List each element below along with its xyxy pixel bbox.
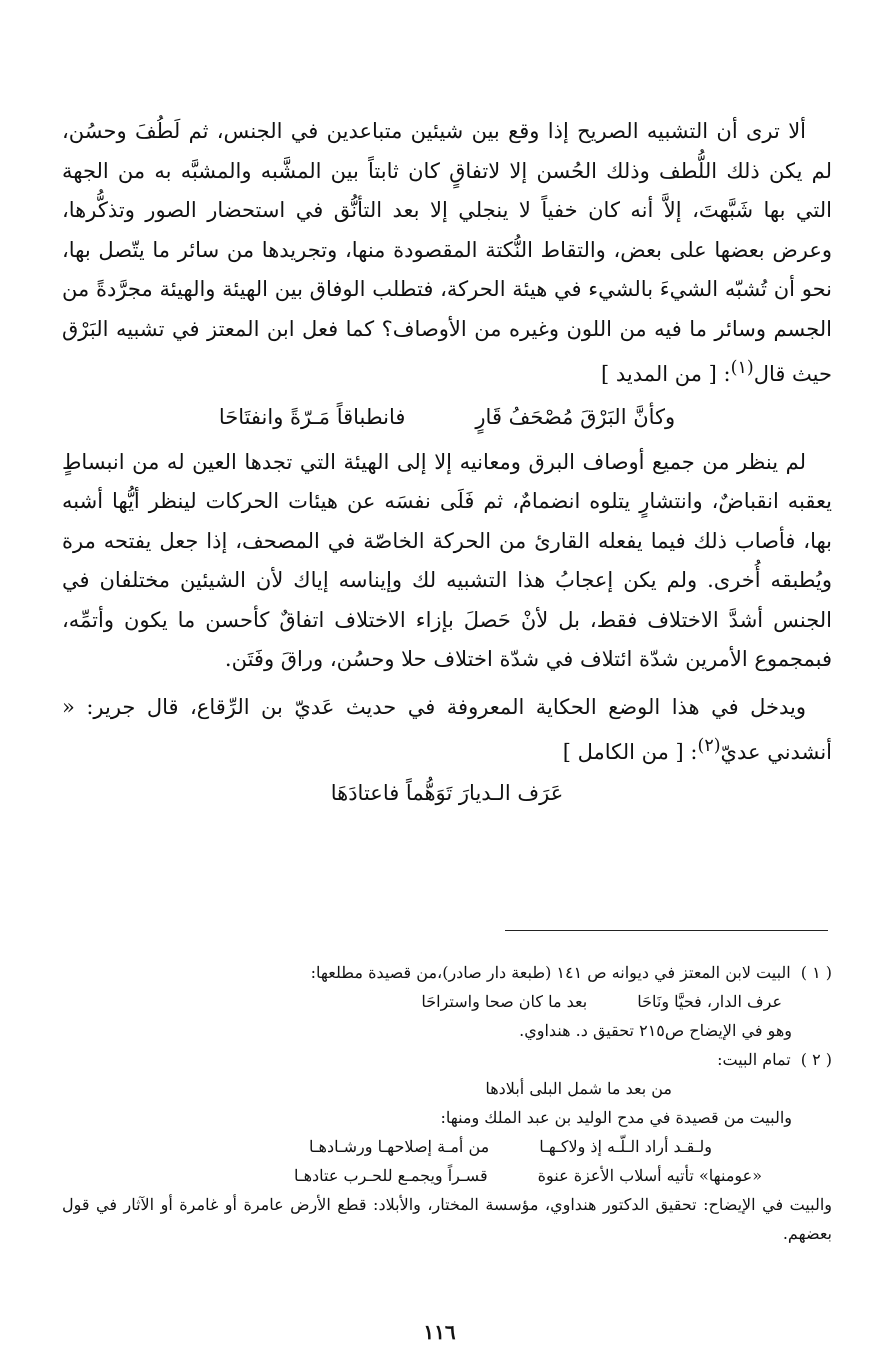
footnote-2-verse-1-second: من أمـة إصلاحهـا ورشـادهـا [308,1137,490,1156]
footnote-2-verse-2-first: «عومنها» تأتيه أسلاب الأعزة عنوة [537,1166,762,1185]
footnote-2-verse: من بعد ما شمل البلى أبلادها [485,1079,672,1098]
paragraph-1 [62,112,832,395]
meter-label-1: : [ من المديد ] [600,362,731,386]
verse-1-first-hemistich: وكأنَّ البَرْقَ مُصْحَفُ قَارٍ [475,404,676,429]
footnote-1-source: وهو في الإيضاح ص٢١٥ تحقيق د. هنداوي. [519,1021,792,1040]
verse-1-second-hemistich: فانطباقاً مَـرّةً وانفتَاحَا [218,404,406,429]
footnote-1-number: ( ١ ) [800,963,832,982]
footnote-ref-1: (١) [730,358,754,378]
paragraph-3 [62,688,832,773]
footnote-1-text: البيت لابن المعتز في ديوانه ص ١٤١ (طبعة دار صادر)،من قصيدة مطلعها: [310,963,791,982]
main-text [62,112,832,819]
footnote-2-verse-1-first: ولـقـد أراد الـلّـه إذ ولاكـهـا [539,1137,712,1156]
footnote-1-verse [62,987,832,1016]
page-number: ١١٦ [423,1320,456,1344]
footnote-1-verse-second: بعد ما كان صحا واستراحَا [421,992,588,1011]
paragraph-3-text: ويدخل في هذا الوضع الحكاية المعروفة في حديث عَديّ بن الرِّقاع، قال جرير: « أنشدني عديّ [62,694,832,764]
footnote-1 [62,958,832,987]
footnotes [62,958,832,1248]
footnote-1-verse-first: عرف الدار، فحيَّا ونَاحَا [637,992,782,1011]
verse-2-hemistich: عَرَف الـديارَ تَوَهُّماً فاعتادَهَا [330,780,564,805]
paragraph-1-text: ألا ترى أن التشبيه الصريح إذا وقع بين شيئين متباعدين في الجنس، ثم لَطُفَ وحسُن، لم يكن ذلك اللُّطف وذلك الحُسن إلا لاتفاقٍ كان ثابتاً بين المشَّبه والمشبَّه به من الجهة التي بها شَبَّهتَ، إلاَّ أنه كان خفياً لا ينجلي إلا بعد التأنُّق في استحضار الصور وتذكُّرها، وعرض بعضها على بعض، والتقاط النُّكتة المقصودة منها، وتجريدها من سائر ما يتّصل بها، نحو أن تُشبّه الشيءَ بالشيء في هيئة الحركة، فتطلب الوفاق بين الهيئة والهيئة مجرَّدةً من الجسم وسائر ما فيه من اللون وغيره من الأوصاف؟ كما فعل ابن المعتز في تشبيه البَرْق حيث قال [62,119,832,386]
verse-2 [62,773,832,813]
footnote-2-verse-2 [62,1161,832,1190]
footnote-2 [62,1045,832,1074]
footnote-2-verse-1 [62,1132,832,1161]
meter-label-2: : [ من الكامل ] [562,740,698,764]
footnote-2-text: تمام البيت: [717,1050,791,1069]
verse-1 [62,397,832,437]
footnote-ref-2: (٢) [697,736,721,756]
footnote-2-source: والبيت في الإيضاح: تحقيق الدكتور هنداوي، مؤسسة المختار، والأبلاد: قطع الأرض عامرة أو غامرة أو الآثار في قول بعضهم. [62,1195,833,1243]
footnote-divider [505,930,828,931]
footnote-2-number: ( ٢ ) [800,1050,832,1069]
paragraph-2: لم ينظر من جميع أوصاف البرق ومعانيه إلا إلى الهيئة التي تجدها العين له من انبساطٍ يعقبه انقباضٌ، وانتشارٍ يتلوه انضمامٌ، ثم فَلَى نفسَه عن هيئات الحركات لينظر أيُّها أشبه بها، فأصاب ذلك فيما يفعله القارئ من الحركة الخاصّة في المصحف، إذا جعل يفتحه مرة ويُطبقه أُخرى. ولم يكن إعجابُ هذا التشبيه لك وإيناسه إياك لأن الشيئين مختلفان في الجنس أشدَّ الاختلاف فقط، بل لأنْ حَصلَ بإزاء الاختلاف اتفاقٌ كأحسن ما يكون وأتمِّه، فبمجموع الأمرين شدّة ائتلاف في شدّة اختلاف حلا وحسُن، وراقَ وفَتَن. [62,449,832,671]
footnote-2-verse-2-second: قسـراً ويجمـع للحـرب عتادهـا [294,1166,488,1185]
footnote-2-intro: والبيت من قصيدة في مدح الوليد بن عبد الملك ومنها: [440,1108,792,1127]
